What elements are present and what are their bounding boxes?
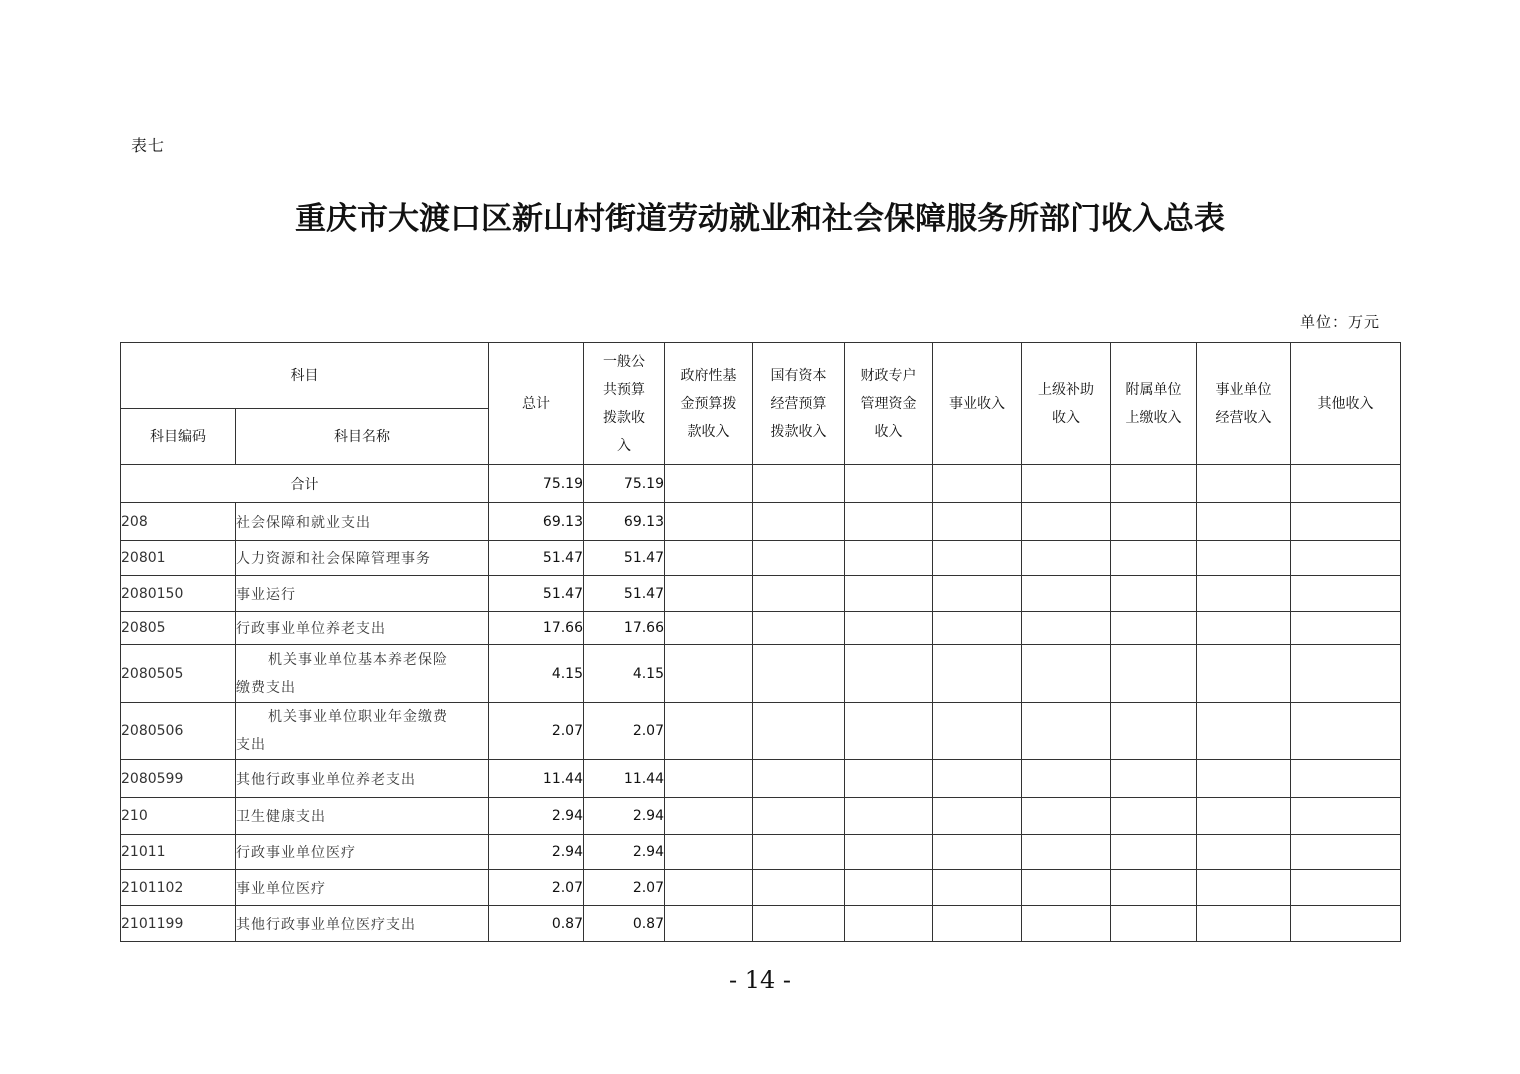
row-total: 4.15: [489, 645, 584, 703]
header-affiliated-turnover: 附属单位 上缴收入: [1111, 343, 1197, 465]
table-row: [121, 906, 1401, 942]
header-business-income: 事业收入: [933, 343, 1022, 465]
general-value: 75.19: [584, 465, 665, 503]
row-total: 0.87: [489, 906, 584, 942]
row-name: 机关事业单位职业年金缴费 支出: [236, 703, 489, 760]
header-special-fund: 财政专户 管理资金 收入: [845, 343, 933, 465]
table-row: [121, 798, 1401, 835]
row-code: 2080150: [121, 576, 236, 612]
table-row: [121, 870, 1401, 906]
row-general: 0.87: [584, 906, 665, 942]
row-name: 行政事业单位养老支出: [236, 612, 489, 645]
row-code: 2080506: [121, 703, 236, 760]
row-general: 17.66: [584, 612, 665, 645]
row-code: 2101199: [121, 906, 236, 942]
total-row: [121, 465, 1401, 503]
row-code: 21011: [121, 835, 236, 870]
table-row: [121, 760, 1401, 798]
row-name: 机关事业单位基本养老保险 缴费支出: [236, 645, 489, 703]
row-name: 社会保障和就业支出: [236, 503, 489, 541]
row-code: 20801: [121, 541, 236, 576]
total-value: 75.19: [489, 465, 584, 503]
header-gov-fund: 政府性基 金预算拨 款收入: [665, 343, 753, 465]
row-total: 69.13: [489, 503, 584, 541]
unit-label: 单位：万元: [1300, 313, 1381, 331]
row-total: 17.66: [489, 612, 584, 645]
header-other-income: 其他收入: [1291, 343, 1401, 465]
row-total: 51.47: [489, 541, 584, 576]
row-total: 2.94: [489, 798, 584, 835]
table-row: [121, 835, 1401, 870]
document-title: 重庆市大渡口区新山村街道劳动就业和社会保障服务所部门收入总表: [295, 201, 1225, 237]
header-subject-code: 科目编码: [121, 409, 236, 465]
row-general: 4.15: [584, 645, 665, 703]
header-subject: 科目: [121, 343, 489, 409]
header-superior-subsidy: 上级补助 收入: [1022, 343, 1111, 465]
row-code: 20805: [121, 612, 236, 645]
header-business-operation: 事业单位 经营收入: [1197, 343, 1291, 465]
row-general: 51.47: [584, 576, 665, 612]
income-table: [120, 342, 1401, 942]
header-state-capital: 国有资本 经营预算 拨款收入: [753, 343, 845, 465]
row-general: 2.07: [584, 703, 665, 760]
row-general: 2.94: [584, 798, 665, 835]
row-code: 2080599: [121, 760, 236, 798]
row-name: 其他行政事业单位医疗支出: [236, 906, 489, 942]
row-code: 210: [121, 798, 236, 835]
table-row: [121, 612, 1401, 645]
table-row: [121, 576, 1401, 612]
header-subject-name: 科目名称: [236, 409, 489, 465]
row-total: 2.07: [489, 703, 584, 760]
row-general: 51.47: [584, 541, 665, 576]
table-row: [121, 645, 1401, 703]
row-name: 其他行政事业单位养老支出: [236, 760, 489, 798]
page-number: - 14 -: [728, 966, 791, 994]
row-name: 卫生健康支出: [236, 798, 489, 835]
table-row: [121, 703, 1401, 760]
header-general-budget: 一般公 共预算 拨款收 入: [584, 343, 665, 465]
row-general: 2.07: [584, 870, 665, 906]
row-name: 事业单位医疗: [236, 870, 489, 906]
row-total: 2.07: [489, 870, 584, 906]
row-name: 行政事业单位医疗: [236, 835, 489, 870]
header-total: 总计: [489, 343, 584, 465]
table-row: [121, 541, 1401, 576]
table-row: [121, 503, 1401, 541]
row-code: 2101102: [121, 870, 236, 906]
row-total: 2.94: [489, 835, 584, 870]
row-general: 11.44: [584, 760, 665, 798]
row-name: 事业运行: [236, 576, 489, 612]
row-total: 11.44: [489, 760, 584, 798]
row-code: 2080505: [121, 645, 236, 703]
row-code: 208: [121, 503, 236, 541]
row-total: 51.47: [489, 576, 584, 612]
row-name: 人力资源和社会保障管理事务: [236, 541, 489, 576]
table-number: 表七: [131, 136, 166, 155]
row-general: 69.13: [584, 503, 665, 541]
row-general: 2.94: [584, 835, 665, 870]
total-label: 合计: [121, 465, 489, 503]
